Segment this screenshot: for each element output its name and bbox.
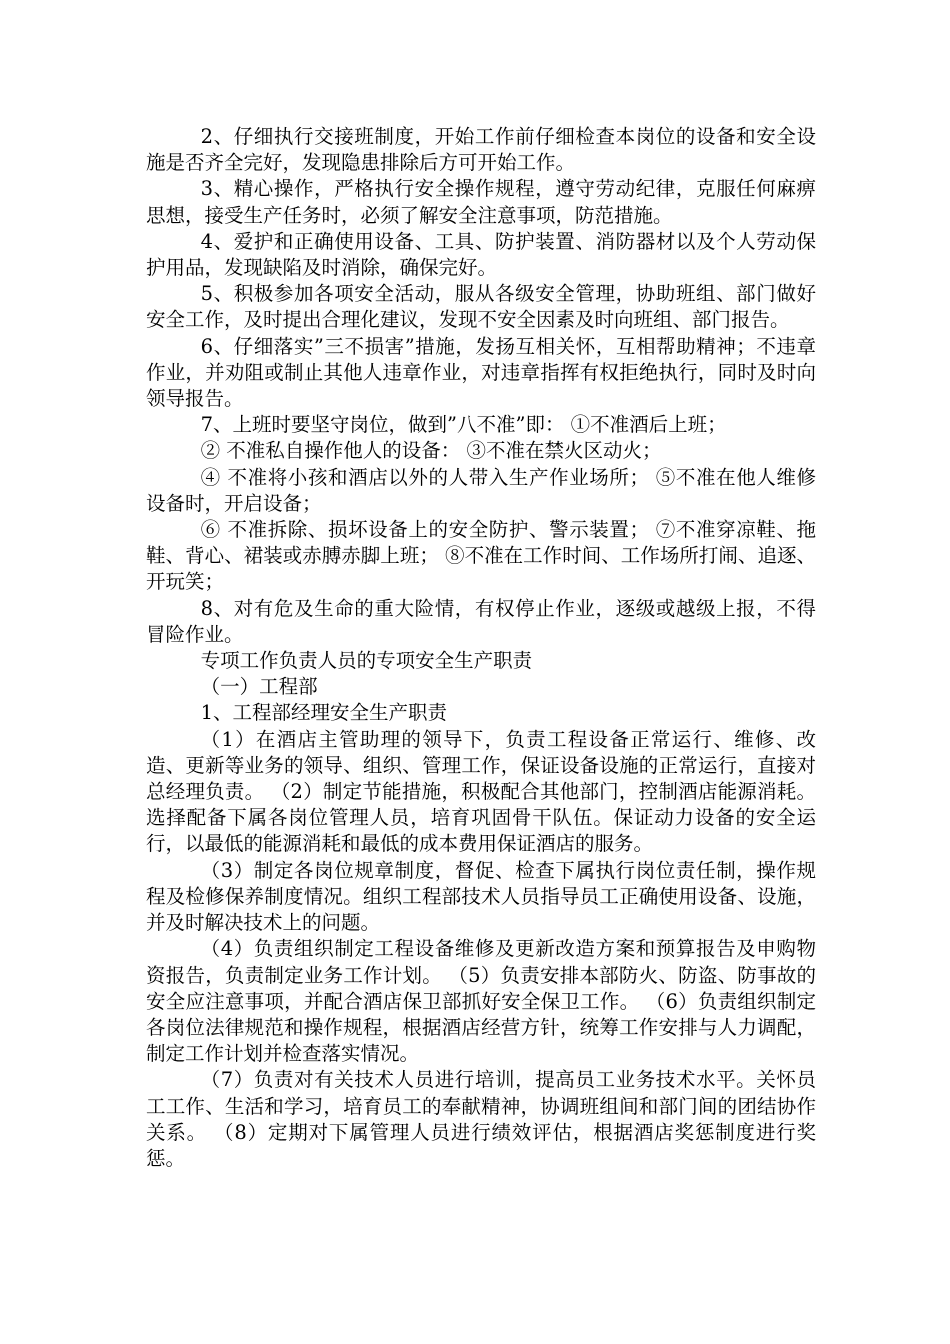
paragraph-careful-operation: 3、精心操作，严格执行安全操作规程，遵守劳动纪律，克服任何麻痹思想，接受生产任务时，必须了解安全注意事项，防范措施。 [146, 177, 816, 227]
paragraph-protect-equipment: 4、爱护和正确使用设备、工具、防护装置、消防器材以及个人劳动保护用品，发现缺陷及时消除，确保完好。 [146, 229, 816, 280]
paragraph-duty-1-2: （1）在酒店主管助理的领导下，负责工程设备正常运行、维修、改造、更新等业务的领导、组织、管理工作，保证设备设施的正常运行，直接对总经理负责。 （2）制定节能措施，积极配合其他部门，控制酒店能源消耗。选择配备下属各岗位管理人员，培育巩固骨干队伍。保证动力设备的安全运行，以最低的能源消耗和最低的成本费用保证酒店的服务。 [146, 727, 816, 856]
document-body [146, 124, 816, 1172]
paragraph-prohibitions-2-3: ② 不准私自操作他人的设备： ③不准在禁火区动火； [200, 439, 662, 463]
section-heading-special-duties: 专项工作负责人员的专项安全生产职责 [200, 649, 533, 673]
paragraph-three-no-harm: 6、仔细落实”三不损害”措施，发扬互相关怀，互相帮助精神；不违章作业，并劝阻或制止其他人违章作业，对违章指挥有权拒绝执行，同时及时向领导报告。 [146, 334, 816, 411]
section-heading-engineering-dept: （一）工程部 [200, 675, 318, 699]
paragraph-stop-work-right: 8、对有危及生命的重大险情，有权停止作业，逐级或越级上报，不得冒险作业。 [146, 596, 816, 646]
paragraph-prohibitions-6-8: ⑥ 不准拆除、损坏设备上的安全防护、警示装置； ⑦不准穿凉鞋、拖鞋、背心、裙装或赤膊赤脚上班； ⑧不准在工作时间、工作场所打闹、追逐、开玩笑； [146, 518, 816, 594]
paragraph-eight-prohibitions: 7、上班时要坚守岗位，做到”八不准”即： ①不准酒后上班； [200, 413, 727, 437]
paragraph-handover-rule: 2、仔细执行交接班制度，开始工作前仔细检查本岗位的设备和安全设施是否齐全完好，发现隐患排除后方可开始工作。 [146, 125, 816, 175]
paragraph-prohibitions-4-5: ④ 不准将小孩和酒店以外的人带入生产作业场所； ⑤不准在他人维修设备时，开启设备； [146, 465, 816, 515]
section-heading-engineering-manager: 1、工程部经理安全生产职责 [200, 701, 448, 725]
paragraph-duty-3: （3）制定各岗位规章制度，督促、检查下属执行岗位责任制，操作规程及检修保养制度情况。组织工程部技术人员指导员工正确使用设备、设施，并及时解决技术上的问题。 [146, 858, 816, 935]
paragraph-duty-4-6: （4）负责组织制定工程设备维修及更新改造方案和预算报告及申购物资报告，负责制定业务工作计划。 （5）负责安排本部防火、防盗、防事故的安全应注意事项，并配合酒店保卫部抓好安全保卫工作。 （6）负责组织制定各岗位法律规范和操作规程，根据酒店经营方针，统筹工作安排与人力调配，制定工作计划并检查落实情况。 [146, 937, 816, 1066]
paragraph-duty-7-8: （7）负责对有关技术人员进行培训，提高员工业务技术水平。关怀员工工作、生活和学习，培育员工的奉献精神，协调班组间和部门间的团结协作关系。 （8）定期对下属管理人员进行绩效评估，根据酒店奖惩制度进行奖惩。 [146, 1068, 816, 1170]
paragraph-safety-activities: 5、积极参加各项安全活动，服从各级安全管理，协助班组、部门做好安全工作，及时提出合理化建议，发现不安全因素及时向班组、部门报告。 [146, 282, 816, 332]
